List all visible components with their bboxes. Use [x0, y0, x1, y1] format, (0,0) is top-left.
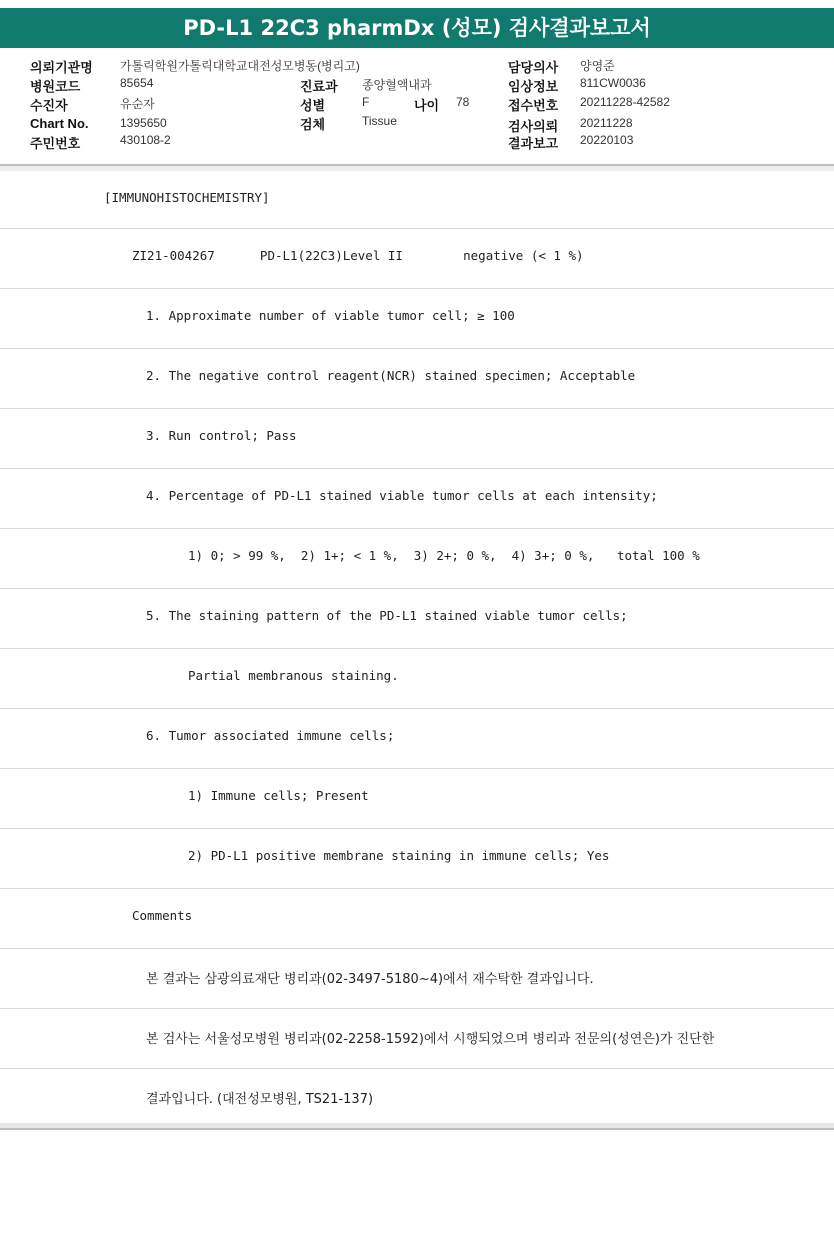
doctor-label: 담당의사: [508, 60, 559, 75]
result-line: 4. Percentage of PD-L1 stained viable tumor cells at each intensity;: [146, 488, 658, 503]
chart-number-value: 1395650: [120, 116, 167, 130]
specimen-label: 검체: [300, 117, 326, 132]
doctor-value: 양영준: [580, 59, 615, 73]
age-value: 78: [456, 95, 470, 109]
result-line: 1. Approximate number of viable tumor cell; ≥ 100: [146, 308, 515, 323]
sex-value: F: [362, 95, 370, 109]
result-line: ZI21-004267 PD-L1(22C3)Level II negative (< 1 %): [132, 248, 584, 263]
sex-label: 성별: [300, 98, 326, 113]
result-line: 3. Run control; Pass: [146, 428, 297, 443]
resident-number-value: 430108-2: [120, 133, 171, 147]
result-row: [0, 229, 834, 289]
report-header: [0, 48, 834, 164]
result-row: [0, 529, 834, 589]
receipt-number-value: 20211228-42582: [580, 95, 670, 109]
result-row: [0, 1009, 834, 1069]
result-row: [0, 949, 834, 1009]
result-line: Partial membranous staining.: [188, 668, 399, 683]
comment-line: 결과입니다. (대전성모병원, TS21-137): [146, 1092, 374, 1107]
institution-value: 가톨릭학원가톨릭대학교대전성모병동(병리고): [120, 59, 360, 73]
comment-line: 본 결과는 삼광의료재단 병리과(02-3497-5180~4)에서 재수탁한 결과입니다.: [146, 972, 594, 987]
request-date-label: 검사의뢰: [508, 119, 559, 134]
result-row: [0, 469, 834, 529]
receipt-number-label: 접수번호: [508, 98, 559, 113]
hospital-code-value: 85654: [120, 76, 154, 90]
report-title: PD-L1 22C3 pharmDx (성모) 검사결과보고서: [0, 8, 834, 48]
result-row: [0, 889, 834, 949]
result-line: 2) PD-L1 positive membrane staining in immune cells; Yes: [188, 848, 610, 863]
report-date-label: 결과보고: [508, 136, 559, 151]
result-row: [0, 349, 834, 409]
result-line: 1) 0; > 99 %, 2) 1+; < 1 %, 3) 2+; 0 %, 4) 3+; 0 %, total 100 %: [188, 548, 700, 563]
clinical-info-value: 811CW0036: [580, 76, 646, 90]
result-row: [0, 171, 834, 229]
result-line: 5. The staining pattern of the PD-L1 stained viable tumor cells;: [146, 608, 628, 623]
result-row: [0, 829, 834, 889]
resident-number-label: 주민번호: [30, 136, 81, 151]
hospital-code-label: 병원코드: [30, 79, 81, 94]
result-row: [0, 589, 834, 649]
result-row: [0, 649, 834, 709]
result-row: [0, 289, 834, 349]
result-row: [0, 1069, 834, 1129]
department-value: 종양혈액내과: [362, 78, 432, 92]
specimen-value: Tissue: [362, 114, 397, 128]
report-date-value: 20220103: [580, 133, 634, 147]
result-line: 6. Tumor associated immune cells;: [146, 728, 395, 743]
result-line: 2. The negative control reagent(NCR) stained specimen; Acceptable: [146, 368, 636, 383]
result-body: [0, 171, 834, 1129]
patient-label: 수진자: [30, 98, 68, 113]
request-date-value: 20211228: [580, 116, 633, 130]
result-row: [0, 769, 834, 829]
result-row: [0, 709, 834, 769]
footer-divider: [0, 1128, 834, 1130]
result-row: [0, 409, 834, 469]
chart-number-label: Chart No.: [30, 116, 89, 131]
age-label: 나이: [414, 98, 440, 113]
department-label: 진료과: [300, 79, 338, 94]
patient-value: 유순자: [120, 97, 155, 111]
comments-heading: Comments: [132, 908, 193, 923]
result-line: 1) Immune cells; Present: [188, 788, 369, 803]
comment-line: 본 검사는 서울성모병원 병리과(02-2258-1592)에서 시행되었으며 병리과 전문의(성연은)가 진단한: [146, 1032, 715, 1047]
clinical-info-label: 임상정보: [508, 79, 559, 94]
institution-label: 의뢰기관명: [30, 60, 93, 75]
section-heading: [IMMUNOHISTOCHEMISTRY]: [104, 190, 270, 205]
